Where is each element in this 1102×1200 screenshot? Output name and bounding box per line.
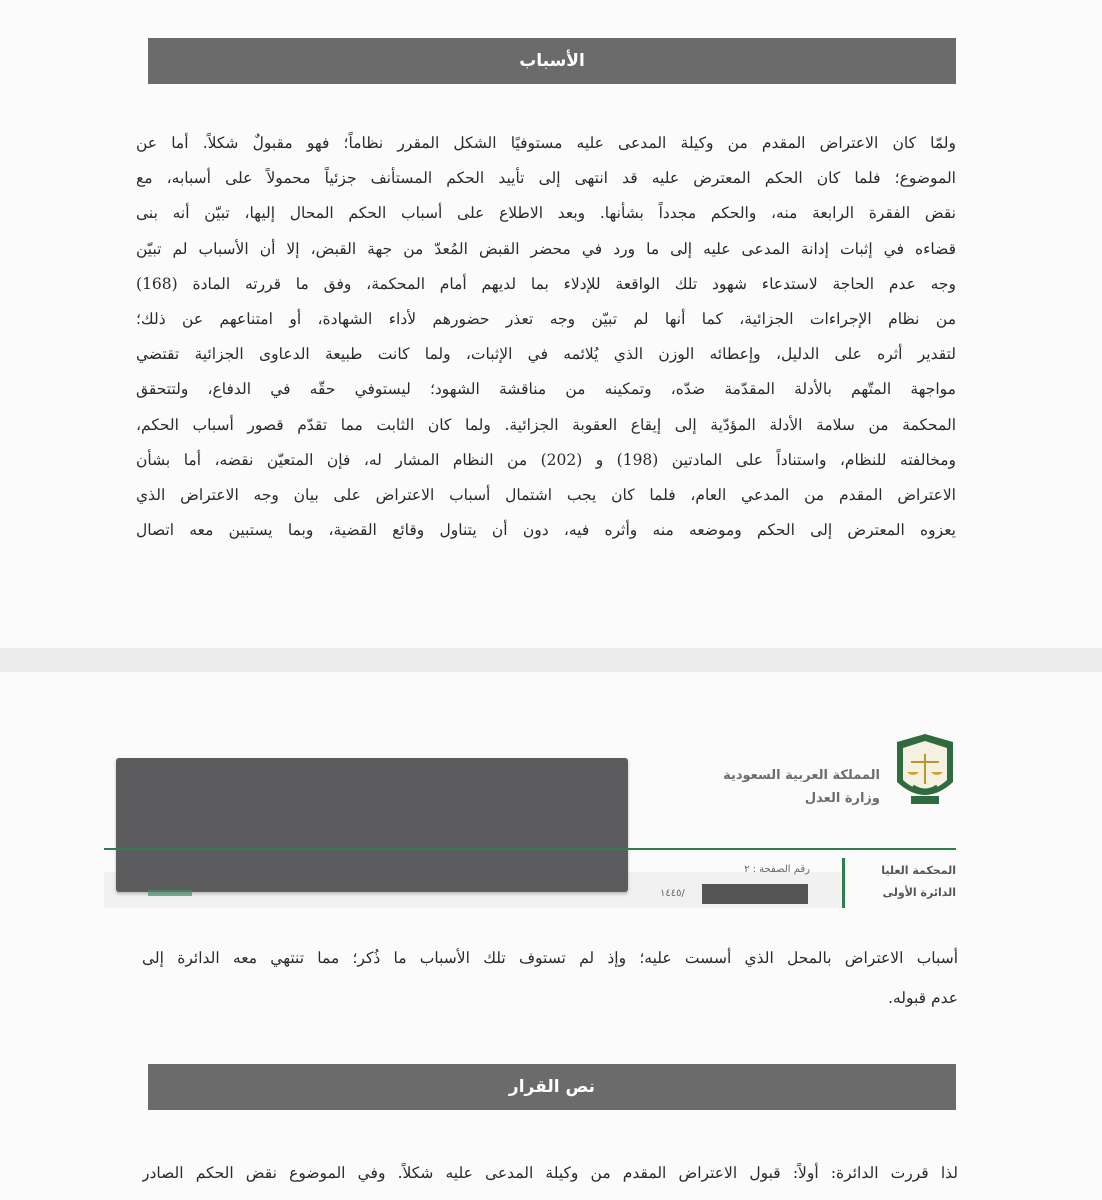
text-line: ولمّا كان الاعتراض المقدم من وكيلة المدعى عليه مستوفيًا الشكل المقرر نظاماً؛ فهو مقبولٌ شكلاً. أما عن <box>136 134 956 152</box>
text-line: من نظام الإجراءات الجزائية، كما أنها لم تبيّن وجه تعذر حضورهم لأداء الشهادة، أو امتناعهم عن ذلك؛ <box>136 310 956 329</box>
letterhead <box>0 672 1102 932</box>
stamp-mark <box>148 890 192 896</box>
ministry-name <box>650 764 880 810</box>
decision-paragraph <box>142 1158 958 1188</box>
text-line: لتقدير أثره على الدليل، وإعطائه الوزن الذي يُلائمه في الإثبات، ولما كانت طبيعة الدعاوى الجزائية تقتضي <box>136 345 956 364</box>
text-line: الاعتراض المقدم من المدعي العام، فلما كان يجب اشتمال أسباب الاعتراض على بيان وجه الاعتراض الذي <box>136 486 956 505</box>
header-rule <box>104 848 956 850</box>
reference-year: ١٤٤٥/ <box>660 888 685 899</box>
text-line: الموضوع؛ فلما كان الحكم المعترض عليه قد انتهى إلى تأييد الحكم المستأنف جزئياً محمولاً على أسبابه، مع <box>136 169 956 188</box>
section-title-reasons: الأسباب <box>148 38 956 84</box>
ministry-of-justice: وزارة العدل <box>804 791 880 806</box>
text-line: المحكمة من سلامة الأدلة المؤدّية إلى إيقاع العقوبة الجزائية. ولما كان الثابت مما تقدّم قصور أسباب الحكم، <box>136 415 956 434</box>
text-line: أسباب الاعتراض بالمحل الذي أسست عليه؛ وإذ لم تستوف تلك الأسباب ما ذُكر؛ مما تنتهي معه الدائرة إلى <box>142 949 958 967</box>
section-title-decision: نص القرار <box>148 1064 956 1110</box>
court-name: المحكمة العليا <box>881 864 956 877</box>
reference-redaction <box>702 884 808 904</box>
text-line: قضاءه في إثبات إدانة المدعى عليه إلى ما ورد في محضر القبض المُعدّ من جهة القبض، إلا أن الأسباب لم تبيّن <box>136 239 956 258</box>
page-number: رقم الصفحة : ٢ <box>744 864 810 875</box>
text-line: عدم قبوله. <box>888 989 958 1007</box>
text-line: يعزوه المعترض إلى الحكم وموضعه منه وأثره فيه، دون أن يتناول وقائع القضية، وبما يستبين معه اتصال <box>136 521 956 540</box>
text-line: مواجهة المتّهم بالأدلة المقدّمة ضدّه، وتمكينه من مناقشة الشهود؛ ليستوفي حقّه في الدفاع، ولتتحقق <box>136 380 956 399</box>
reasons-paragraph <box>136 126 956 548</box>
continuation-paragraph <box>142 938 958 1018</box>
text-line: نقض الفقرة الرابعة منه، والحكم مجدداً بشأنها. وبعد الاطلاع على أسباب الحكم المحال إليها، تبيّن أنه بنى <box>136 204 956 223</box>
ministry-emblem-icon <box>893 732 957 810</box>
document-page-2 <box>0 672 1102 1200</box>
text-line: ومخالفته للنظام، واستناداً على المادتين (198) و (202) من النظام المشار له، فإن المتعيّن نقضه، أما بشأن <box>136 450 956 469</box>
redaction-box <box>116 758 628 892</box>
circuit-name: الدائرة الأولى <box>882 886 956 899</box>
text-line: وجه عدم الحاجة لاستدعاء شهود تلك الواقعة للإدلاء بما لديهم أمام المحكمة، وفق ما قررته المادة (168) <box>136 274 956 293</box>
court-info <box>850 860 956 904</box>
kingdom-name: المملكة العربية السعودية <box>723 768 880 783</box>
text-line: لذا قررت الدائرة: أولاً: قبول الاعتراض المقدم من وكيلة المدعى عليه شكلاً. وفي الموضوع نقض الحكم الصادر <box>142 1164 958 1182</box>
court-divider <box>842 858 845 908</box>
